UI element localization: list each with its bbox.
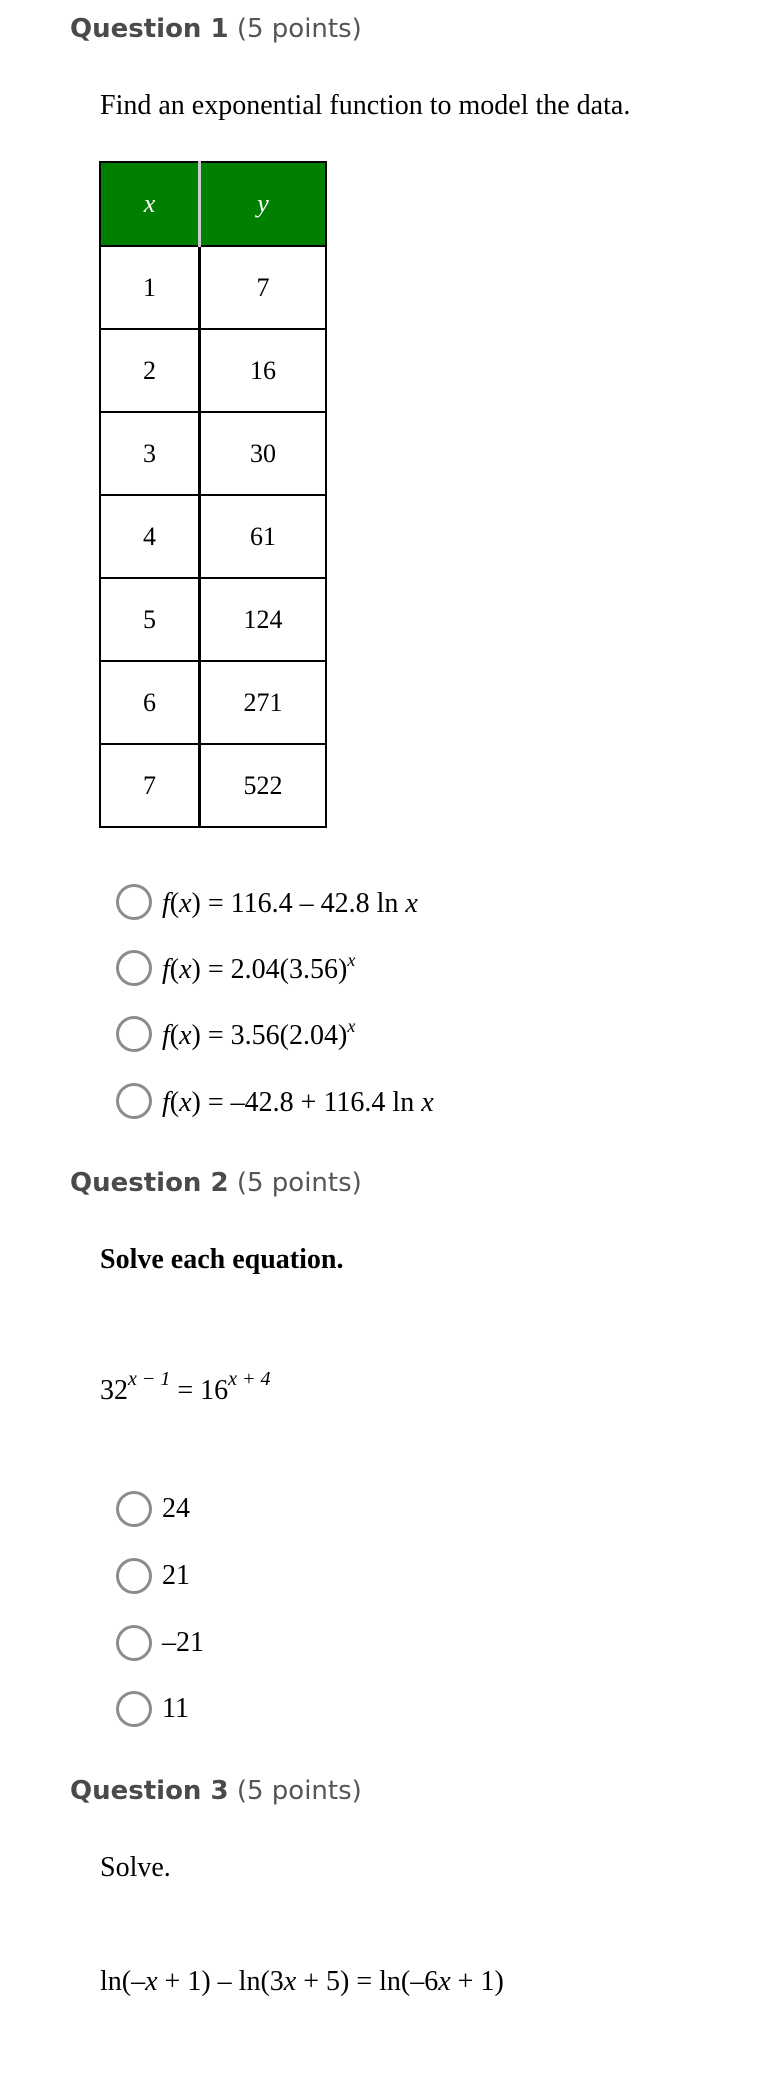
table-cell-y: 7 [200,246,327,329]
data-table [99,161,327,828]
table-cell-y: 124 [200,578,327,661]
option-label: f(x) = 116.4 – 42.8 ln x [162,888,418,919]
question-2-prompt: Solve each equation. [100,1244,344,1275]
table-cell-y: 522 [200,744,327,827]
radio-button[interactable] [116,1016,152,1052]
question-points: (5 points) [236,1168,362,1198]
table-row [100,661,326,744]
table-cell-y: 61 [200,495,327,578]
answer-option-1[interactable] [116,881,418,923]
question-number: Question 1 [70,14,229,44]
radio-button[interactable] [116,1691,152,1727]
radio-button[interactable] [116,1083,152,1119]
table-row [100,495,326,578]
column-header-x: x [100,162,200,246]
table-row [100,412,326,495]
answer-option-2[interactable] [116,1555,190,1597]
column-header-y: y [200,162,327,246]
table-cell-y: 16 [200,329,327,412]
radio-button[interactable] [116,884,152,920]
radio-button[interactable] [116,1491,152,1527]
radio-button[interactable] [116,1625,152,1661]
answer-option-1[interactable] [116,1488,190,1530]
question-1-header [70,14,362,44]
question-points: (5 points) [236,1776,362,1806]
table-cell-y: 30 [200,412,327,495]
question-number: Question 2 [70,1168,229,1198]
table-row [100,578,326,661]
option-label: 11 [162,1693,189,1724]
radio-button[interactable] [116,950,152,986]
question-2-equation: $32^{x - 1} = 16^{x + 4}$ [100,1368,271,1406]
radio-button[interactable] [116,1558,152,1594]
question-number: Question 3 [70,1776,229,1806]
table-row [100,329,326,412]
table-cell-x: 3 [100,412,200,495]
question-3-header [70,1776,362,1806]
answer-option-3[interactable] [116,1013,355,1055]
option-label: $f(x) = 2.04(3.56)^x$ [162,950,356,985]
table-cell-x: 2 [100,329,200,412]
question-points: (5 points) [236,14,362,44]
option-label: 24 [162,1493,190,1524]
question-3-prompt: Solve. [100,1852,171,1883]
question-2-header [70,1168,362,1198]
option-label: –21 [162,1627,204,1658]
answer-option-3[interactable] [116,1622,204,1664]
option-label: f(x) = –42.8 + 116.4 ln x [162,1087,434,1118]
question-1-prompt: Find an exponential function to model the data. [100,90,631,121]
table-cell-x: 4 [100,495,200,578]
table-row [100,246,326,329]
option-label: 21 [162,1560,190,1591]
table-cell-x: 1 [100,246,200,329]
answer-option-2[interactable] [116,947,355,989]
table-header-row [100,162,326,246]
table-row [100,744,326,827]
question-3-equation: ln(–x + 1) – ln(3x + 5) = ln(–6x + 1) [100,1966,504,1997]
answer-option-4[interactable] [116,1688,189,1730]
answer-option-4[interactable] [116,1080,434,1122]
table-cell-y: 271 [200,661,327,744]
table-cell-x: 7 [100,744,200,827]
table-cell-x: 6 [100,661,200,744]
table-cell-x: 5 [100,578,200,661]
option-label: $f(x) = 3.56(2.04)^x$ [162,1016,356,1051]
